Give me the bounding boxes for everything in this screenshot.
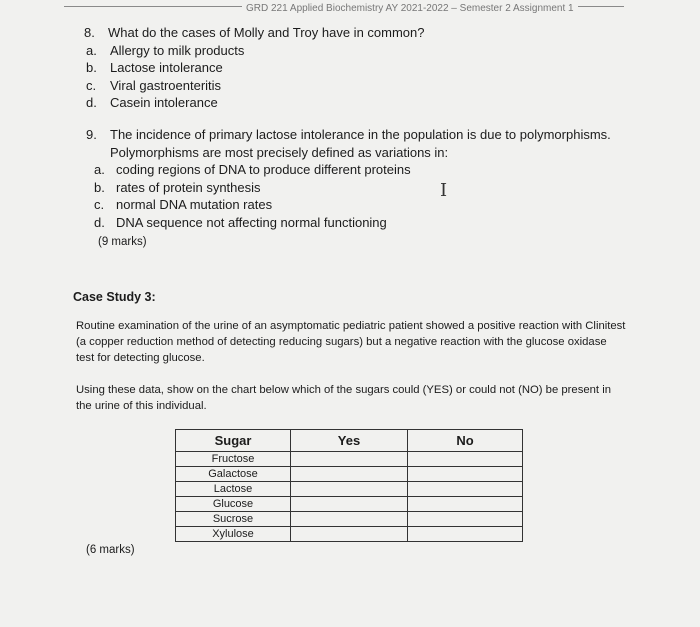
no-cell[interactable] [408, 527, 523, 542]
header-yes: Yes [291, 430, 408, 452]
no-cell[interactable] [408, 497, 523, 512]
sugar-name: Sucrose [176, 512, 291, 527]
no-cell[interactable] [408, 512, 523, 527]
question-9 [86, 126, 646, 231]
no-cell[interactable] [408, 467, 523, 482]
case-study-paragraph-1: Routine examination of the urine of an asymptomatic pediatric patient showed a positive reaction with Clinitest (a copper reduction method of detecting reducing sugars) but a negative reaction with the glucose oxidase test for detecting glucose. [76, 320, 626, 364]
header-rule [64, 3, 624, 14]
yes-cell[interactable] [291, 467, 408, 482]
sugar-table [175, 429, 523, 542]
table-row [176, 467, 523, 482]
yes-cell[interactable] [291, 482, 408, 497]
yes-cell[interactable] [291, 527, 408, 542]
course-header: GRD 221 Applied Biochemistry AY 2021-2022 – Semester 2 Assignment 1 [242, 3, 578, 14]
table-row [176, 527, 523, 542]
option-d: d. DNA sequence not affecting normal functioning [94, 214, 387, 230]
table-row [176, 482, 523, 497]
option-a: a. coding regions of DNA to produce different proteins [94, 162, 411, 177]
yes-cell[interactable] [291, 512, 408, 527]
question-8 [84, 24, 425, 112]
table-row [176, 452, 523, 467]
text-cursor-icon: I [440, 180, 448, 201]
marks-q9: (9 marks) [98, 236, 147, 248]
question-text-line2: Polymorphisms are most precisely defined as variations in: [110, 144, 449, 160]
table-row [176, 497, 523, 512]
header-no: No [408, 430, 523, 452]
header-sugar: Sugar [176, 430, 291, 452]
sugar-name: Glucose [176, 497, 291, 512]
table-header-row [176, 430, 523, 452]
question-number: 8. [84, 25, 95, 40]
question-number: 9. [86, 127, 97, 142]
option-b: b. Lactose intolerance [86, 60, 223, 75]
no-cell[interactable] [408, 482, 523, 497]
option-c: c. Viral gastroenteritis [86, 77, 222, 93]
table-row [176, 512, 523, 527]
case-study-paragraph-2: Using these data, show on the chart below which of the sugars could (YES) or could not (NO) be present in the urine of this individual. [76, 384, 612, 412]
option-a: a. Allergy to milk products [86, 42, 245, 58]
marks-case-study: (6 marks) [86, 544, 135, 556]
sugar-name: Fructose [176, 452, 291, 467]
sugar-name: Lactose [176, 482, 291, 497]
option-d: d. Casein intolerance [86, 95, 218, 110]
question-text-line1: The incidence of primary lactose intolerance in the population is due to polymorphisms. [110, 127, 611, 142]
yes-cell[interactable] [291, 497, 408, 512]
sugar-name: Galactose [176, 467, 291, 482]
question-text: What do the cases of Molly and Troy have in common? [108, 25, 425, 40]
case-study-title: Case Study 3: [73, 290, 156, 304]
no-cell[interactable] [408, 452, 523, 467]
yes-cell[interactable] [291, 452, 408, 467]
option-c: c. normal DNA mutation rates [94, 197, 273, 212]
sugar-name: Xylulose [176, 527, 291, 542]
option-b: b. rates of protein synthesis [94, 179, 261, 195]
